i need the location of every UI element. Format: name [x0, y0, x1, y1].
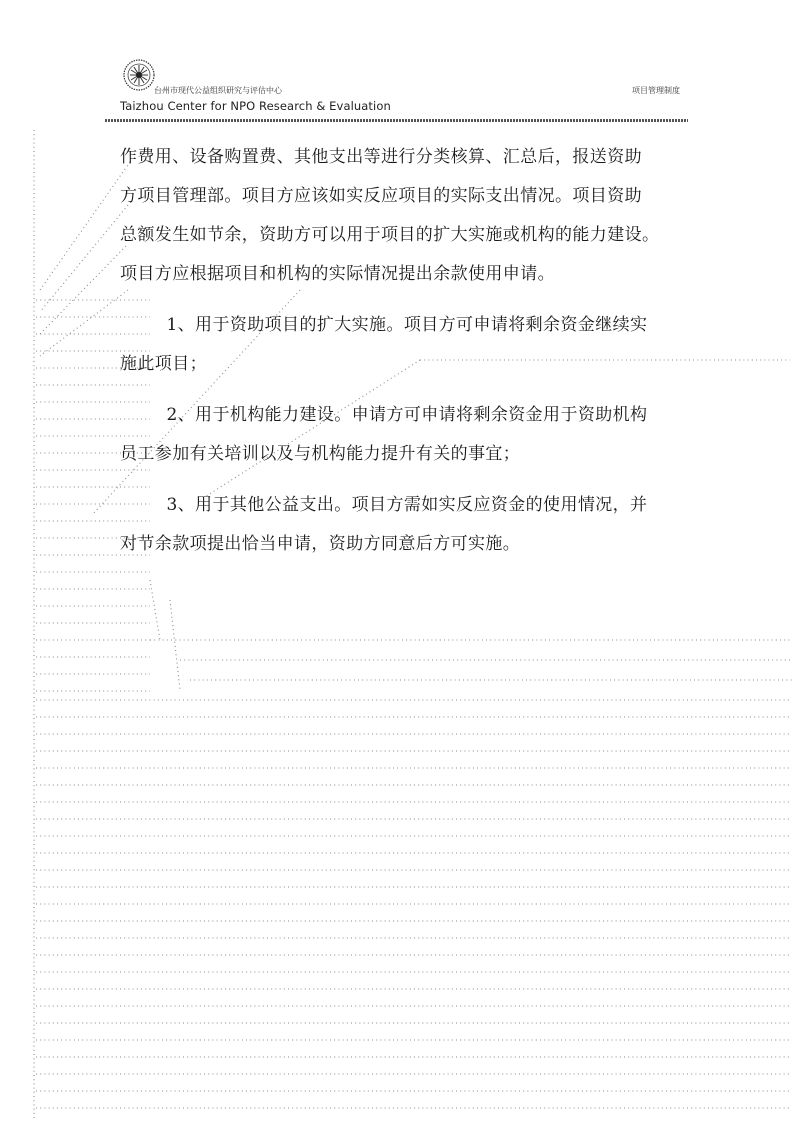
- page-header: [120, 58, 680, 118]
- paragraph: 3、用于其他公益支出。项目方需如实反应资金的使用情况，并 对节余款项提出恰当申请，资助方同意后方可实施。: [120, 495, 648, 554]
- org-logo-icon: [120, 58, 158, 96]
- paragraph: 作费用、设备购置费、其他支出等进行分类核算、汇总后，报送资助 方项目管理部。项目方应该如实反应项目的实际支出情况。项目资助 总额发生如节余，资助方可以用于项目的扩大实施或机构的能力建设。 项目方应根据项目和机构的实际情况提出余款使用申请。: [120, 147, 660, 284]
- dotted-line: [40, 162, 130, 290]
- org-name-cn: 台州市现代公益组织研究与评估中心: [154, 86, 282, 95]
- dotted-line: [40, 246, 126, 334]
- dotted-line: [40, 205, 128, 312]
- document-body: [120, 138, 682, 564]
- org-name-en: Taizhou Center for NPO Research & Evaluation: [120, 99, 391, 113]
- paragraph: 2、用于机构能力建设。申请方可申请将剩余资金用于资助机构 员工参加有关培训以及与机构能力提升有关的事宜；: [120, 405, 648, 464]
- header-divider: [105, 119, 688, 122]
- dotted-line: [170, 600, 180, 690]
- paragraph: 1、用于资助项目的扩大实施。项目方可申请将剩余资金继续实 施此项目；: [120, 315, 648, 374]
- dotted-line: [150, 580, 160, 640]
- document-title: 项目管理制度: [632, 86, 680, 95]
